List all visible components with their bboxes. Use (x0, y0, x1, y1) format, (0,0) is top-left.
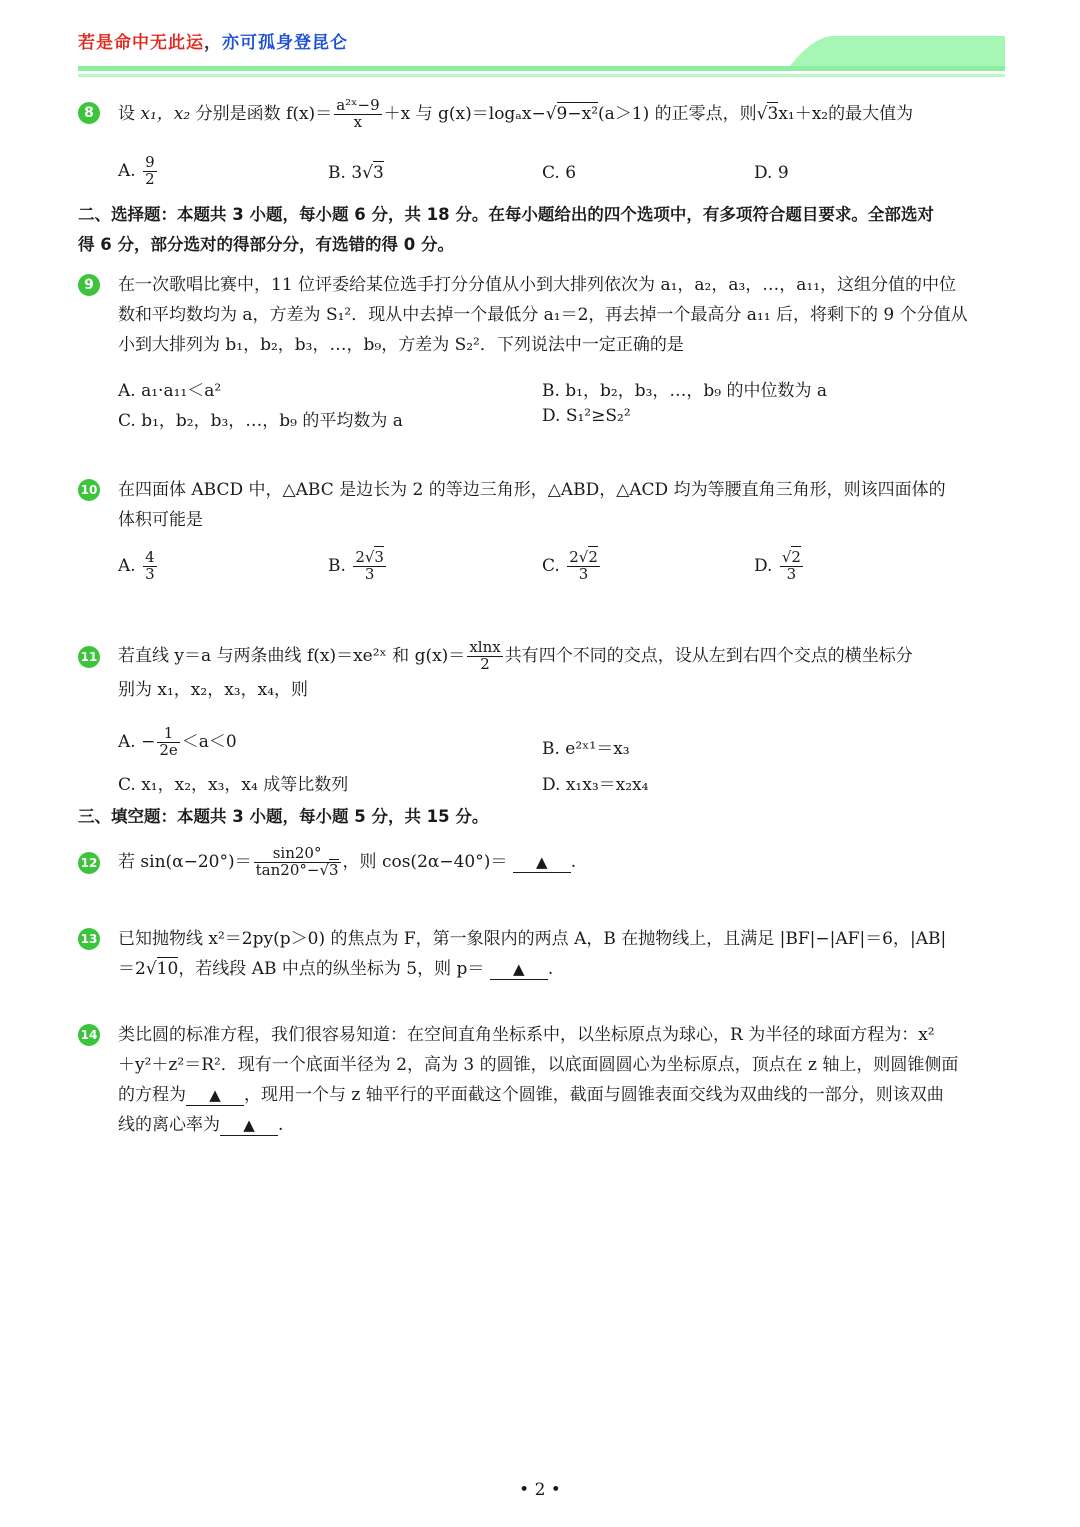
question-number-badge: 14 (78, 1024, 100, 1046)
text: x₁，x₂ (140, 103, 191, 124)
option-a (118, 155, 159, 188)
section-text: 得 6 分，部分选对的得部分分，有选错的得 0 分。 (78, 235, 454, 254)
option-c: C. 6 (542, 163, 577, 183)
text: 共有四个不同的交点，设从左到右四个交点的横坐标分 (504, 645, 913, 666)
math: 2 (569, 548, 579, 566)
denominator: 2e (159, 740, 178, 759)
denominator: 3 (364, 564, 375, 583)
option-d: D. 9 (754, 163, 789, 183)
text: . (570, 851, 577, 872)
question-text (118, 846, 1008, 879)
numerator: 1 (157, 726, 179, 743)
section-text: 二、选择题：本题共 3 小题，每小题 6 分，共 18 分。在每小题给出的四个选项中，有多项符合题目要求。全部选对 (78, 205, 934, 224)
option-label: C. (542, 555, 560, 576)
question-text: 设 x₁，x₂ 分别是函数 f(x)＝ $\frac{\text{a²ˣ−9}}{x}$ ＋x 与 g(x)＝logₐx−√9−x²(a＞1) 的正零点，则√3x₁＋x₂的最大值为 (118, 96, 914, 131)
question-text (118, 924, 1008, 984)
denominator: 2 (480, 654, 490, 673)
question-10 (78, 475, 1008, 535)
text: 的方程为 (118, 1085, 186, 1105)
numerator: a²ˣ−9 (336, 96, 380, 114)
math: ＝2 (118, 959, 146, 979)
option-label: B. (328, 555, 346, 576)
text-line: 在一次歌唱比赛中，11 位评委给某位选手打分分值从小到大排列依次为 a₁，a₂，a₃，…，a₁₁，这组分值的中位 (118, 275, 957, 295)
section-3-heading (78, 802, 1008, 832)
option-label: D. (754, 555, 773, 576)
math: ＋x 与 g(x)＝logₐx− (383, 103, 546, 124)
question-number-badge: 11 (78, 646, 100, 668)
question-number-badge: 13 (78, 928, 100, 950)
math: 若 sin(α−20°)＝ (118, 851, 252, 872)
text: . (278, 1115, 284, 1135)
text: . (547, 959, 554, 979)
question-number-badge: 12 (78, 852, 100, 874)
question-number-badge: 9 (78, 274, 100, 296)
numerator: 4 (145, 548, 155, 566)
radicand: 3 (372, 163, 384, 183)
question-8 (78, 98, 1008, 131)
option-a (118, 726, 237, 759)
radicand: 3 (329, 860, 339, 879)
denominator: 3 (578, 564, 589, 583)
option-label: A. (118, 555, 136, 576)
numerator: 2√2 (569, 548, 598, 566)
denominator: 3 (786, 564, 797, 583)
fraction (334, 98, 381, 131)
text: 的最大值为 (828, 103, 914, 124)
math: ＜a＜0 (181, 731, 237, 752)
question-text (118, 640, 1008, 705)
question-8-options (118, 155, 998, 195)
fraction (780, 550, 803, 583)
fraction (157, 726, 179, 759)
math: 3 (351, 163, 363, 183)
option-label: B. (328, 163, 346, 183)
question-number-badge: 10 (78, 479, 100, 501)
question-11 (78, 640, 1008, 705)
math: f(x)＝ (286, 103, 333, 124)
math: x₁＋x₂ (778, 103, 829, 124)
text-line: 小到大排列为 b₁，b₂，b₃，…，b₉，方差为 S₂²．下列说法中一定正确的是 (118, 335, 684, 355)
question-14 (78, 1020, 1008, 1140)
math: 2 (355, 548, 365, 566)
option-b: B. e²ˣ¹＝x₃ (542, 739, 630, 759)
numerator: sin20° (254, 846, 341, 863)
text: 设 (118, 103, 135, 124)
text-line: 在四面体 ABCD 中，△ABC 是边长为 2 的等边三角形，△ABD，△ACD 均为等腰直角三角形，则该四面体的 (118, 480, 946, 500)
option-label: A. − (118, 731, 156, 752)
text-line: 别为 x₁，x₂，x₃，x₄，则 (118, 679, 309, 700)
text-line: 已知抛物线 x²＝2py(p＞0) 的焦点为 F，第一象限内的两点 A，B 在抛物线上，且满足 |BF|−|AF|＝6，|AB| (118, 929, 947, 949)
question-9-options (118, 376, 998, 436)
question-9 (78, 270, 1008, 360)
radicand: 9−x² (556, 103, 599, 124)
fraction (254, 846, 341, 879)
option-c: C. b₁，b₂，b₃，…，b₉ 的平均数为 a (118, 411, 403, 431)
radicand: 3 (767, 103, 779, 124)
header-slogan (78, 28, 348, 53)
answer-blank: ▲ (186, 1085, 244, 1106)
denominator: 3 (145, 564, 155, 583)
option-a: A. a₁·a₁₁＜a² (118, 381, 222, 401)
option-b: B. b₁，b₂，b₃，…，b₉ 的中位数为 a (542, 381, 828, 401)
fraction (353, 550, 386, 583)
question-10-options (118, 550, 998, 594)
math: tan20°− (255, 860, 320, 879)
option-d: D. x₁x₃＝x₂x₄ (542, 775, 649, 795)
page-number: • 2 • (519, 1480, 561, 1500)
option-c (542, 550, 602, 583)
option-b: B. 3√3 (328, 163, 384, 183)
slogan-separator: ， (204, 33, 222, 53)
text-line (118, 1080, 1008, 1110)
section-text: 三、填空题：本题共 3 小题，每小题 5 分，共 15 分。 (78, 807, 489, 826)
math: ，则 cos(2α−40°)＝ (342, 851, 508, 872)
text-line (118, 640, 1008, 673)
fraction (467, 640, 502, 673)
denominator: x (353, 112, 363, 131)
denominator: 2 (145, 169, 155, 188)
text-line: 体积可能是 (118, 510, 203, 530)
fraction (143, 155, 157, 188)
answer-blank: ▲ (513, 852, 571, 873)
text-line: 数和平均数均为 a，方差为 S₁²．现从中去掉一个最低分 a₁＝2，再去掉一个最高分 a₁₁ 后，将剩下的 9 个分值从 (118, 305, 968, 325)
question-12 (78, 846, 1008, 879)
option-d (754, 550, 805, 583)
numerator: xlnx (469, 638, 501, 656)
text: 线的离心率为 (118, 1115, 220, 1135)
text: 若直线 y＝a 与两条曲线 f(x)＝xe²ˣ 和 g(x)＝ (118, 645, 466, 666)
question-text (118, 270, 1008, 360)
answer-blank: ▲ (220, 1115, 278, 1136)
question-text (118, 475, 1008, 535)
slogan-part-1: 若是命中无此运 (78, 33, 204, 53)
text: ，现用一个与 z 轴平行的平面截这个圆锥，截面与圆锥表面交线为双曲线的一部分，则该双曲 (244, 1085, 944, 1105)
option-b (328, 550, 388, 583)
text: 的正零点，则 (654, 103, 757, 124)
question-13 (78, 924, 1008, 984)
slogan-part-2: 亦可孤身登昆仑 (222, 33, 348, 53)
math: (a＞1) (598, 103, 650, 124)
text-line: ＋y²＋z²＝R²．现有一个底面半径为 2，高为 3 的圆锥，以底面圆圆心为坐标原点，顶点在 z 轴上，则圆锥侧面 (118, 1055, 959, 1075)
radicand: 10 (156, 959, 179, 979)
option-label: A. (118, 160, 136, 181)
numerator: 9 (145, 153, 155, 171)
numerator: √2 (781, 548, 801, 566)
text-line: 类比圆的标准方程，我们很容易知道：在空间直角坐标系中，以坐标原点为球心，R 为半径的球面方程为：x² (118, 1025, 935, 1045)
text: ，若线段 AB 中点的纵坐标为 5，则 p＝ (178, 959, 485, 979)
option-d: D. S₁²≥S₂² (542, 406, 631, 426)
option-c: C. x₁，x₂，x₃，x₄ 成等比数列 (118, 775, 349, 795)
numerator: 2√3 (355, 548, 384, 566)
answer-blank: ▲ (490, 959, 548, 980)
denominator: tan20°−√3 (255, 860, 339, 879)
question-11-options (118, 726, 998, 796)
option-a (118, 550, 159, 583)
question-text (118, 1020, 1008, 1140)
question-number-badge: 8 (78, 102, 100, 124)
fraction (143, 550, 157, 583)
radicand: 2 (791, 548, 801, 566)
text: 分别是函数 (195, 103, 281, 124)
text-line: ＝2√10，若线段 AB 中点的纵坐标为 5，则 p＝ ▲ . (118, 959, 554, 979)
fraction (567, 550, 600, 583)
radicand: 2 (588, 548, 598, 566)
text-line (118, 1110, 1008, 1140)
section-2-heading (78, 200, 1008, 260)
radicand: 3 (374, 548, 384, 566)
